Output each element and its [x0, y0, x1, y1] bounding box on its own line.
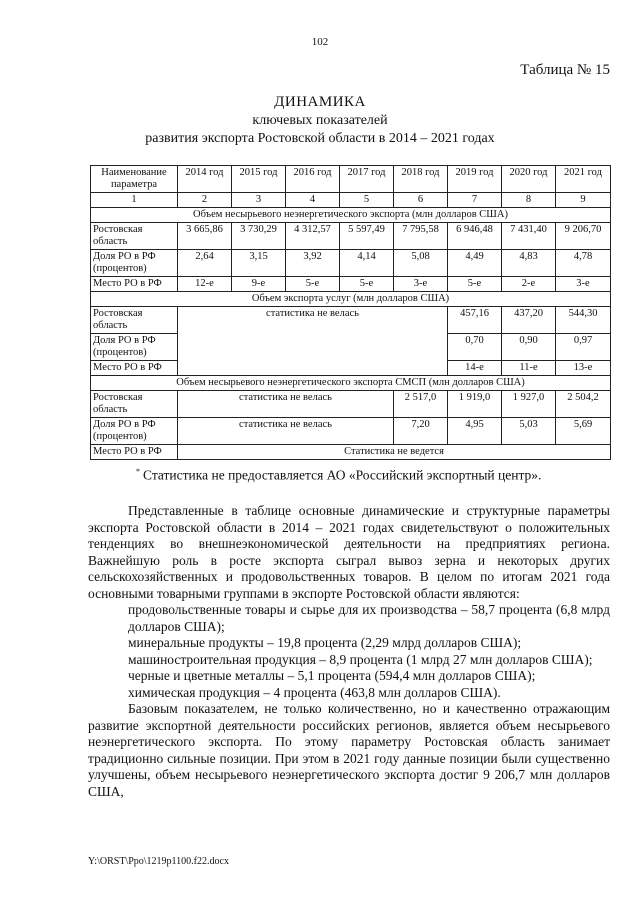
column-number: 7	[448, 193, 502, 208]
row-label: Место РО в РФ	[91, 277, 178, 292]
title-line-1: ДИНАМИКА	[274, 94, 366, 110]
row-label: Место РО в РФ	[91, 361, 178, 376]
column-number: 5	[340, 193, 394, 208]
table-cell: 3 730,29	[232, 223, 286, 250]
table-cell: 0,97	[556, 334, 611, 361]
table-cell: 2 517,0	[394, 391, 448, 418]
title-line-2: ключевых показателей	[252, 113, 388, 128]
table-cell: 2-е	[502, 277, 556, 292]
table-cell: 2 504,2	[556, 391, 611, 418]
header-year: 2018 год	[394, 166, 448, 193]
table-row	[91, 418, 611, 445]
header-year: 2016 год	[286, 166, 340, 193]
table-row	[91, 223, 611, 250]
table-cell: 6 946,48	[448, 223, 502, 250]
table-cell: 5,08	[394, 250, 448, 277]
table-cell: 12-е	[178, 277, 232, 292]
row-label: Ростовская область	[91, 223, 178, 250]
section-title-row	[91, 376, 611, 391]
table-cell: 1 927,0	[502, 391, 556, 418]
table-cell: 7 431,40	[502, 223, 556, 250]
list-item: минеральные продукты – 19,8 процента (2,29 млрд долларов США);	[128, 635, 522, 650]
column-number: 4	[286, 193, 340, 208]
page-number: 102	[311, 36, 329, 48]
section-title-row	[91, 208, 611, 223]
paragraph-1: Представленные в таблице основные динамические и структурные параметры экспорта Ростовской области в 2014 – 2021 годах свидетельствуют о положительных тенденциях во внешнеэкономической деятельности на предприятиях региона. Важнейшую роль в росте экспорта сыграл вывоз зерна и некоторых других сельскохозяйственных и продовольственных товаров. В целом по итогам 2021 года основными товарными группами в экспорте Ростовской области являются:	[88, 503, 610, 601]
row-label: Доля РО в РФ (процентов)	[91, 418, 178, 445]
header-year: 2017 год	[340, 166, 394, 193]
table-row	[91, 307, 611, 334]
section-1-title: Объем несырьевого неэнергетического экспорта (млн долларов США)	[91, 208, 611, 223]
list-item: продовольственные товары и сырье для их производства – 58,7 процента (6,8 млрд долларов США);	[128, 602, 610, 634]
table-cell: 3,92	[286, 250, 340, 277]
table-cell: 5,03	[502, 418, 556, 445]
table-cell: 437,20	[502, 307, 556, 334]
table-cell: 5-е	[448, 277, 502, 292]
table-cell: 7 795,58	[394, 223, 448, 250]
footnote-text: Статистика не предоставляется АО «Российский экспортный центр».	[143, 467, 542, 483]
table-cell: 4,49	[448, 250, 502, 277]
table-cell: 4,78	[556, 250, 611, 277]
table-cell: 4,95	[448, 418, 502, 445]
table-cell: 544,30	[556, 307, 611, 334]
table-header-row	[91, 166, 611, 193]
section-3-title: Объем несырьевого неэнергетического экспорта СМСП (млн долларов США)	[91, 376, 611, 391]
table-cell: 3 665,86	[178, 223, 232, 250]
table-cell: 5-е	[340, 277, 394, 292]
column-number: 2	[178, 193, 232, 208]
column-number: 6	[394, 193, 448, 208]
export-indicators-table	[90, 165, 611, 460]
footnote-mark: *	[136, 467, 140, 476]
table-cell: 4,14	[340, 250, 394, 277]
header-parameter: Наименование параметра	[91, 166, 178, 193]
file-path-footer: Y:\ORST\Ppo\1219p1100.f22.docx	[88, 856, 229, 867]
table-cell: 1 919,0	[448, 391, 502, 418]
column-number: 3	[232, 193, 286, 208]
no-stats-cell: статистика не велась	[178, 307, 448, 376]
table-cell: 457,16	[448, 307, 502, 334]
table-cell: 4,83	[502, 250, 556, 277]
header-year: 2020 год	[502, 166, 556, 193]
table-cell: 2,64	[178, 250, 232, 277]
table-row	[91, 250, 611, 277]
row-label: Место РО в РФ	[91, 445, 178, 460]
column-number: 1	[91, 193, 178, 208]
table-cell: 4 312,57	[286, 223, 340, 250]
paragraph-2: Базовым показателем, не только количественно, но и качественно отражающим развитие экспортной деятельности российских регионов, является объем несырьевого неэнергетического экспорта. По этому параметру Ростовская область занимает традиционно сильные позиции. При этом в 2021 году данные позиции были существенно улучшены, объем несырьевого неэнергетического экспорта достиг 9 206,7 млн долларов США,	[88, 701, 610, 799]
header-year: 2014 год	[178, 166, 232, 193]
row-label: Ростовская область	[91, 307, 178, 334]
column-number: 9	[556, 193, 611, 208]
table-number: Таблица № 15	[520, 62, 610, 78]
column-number-row	[91, 193, 611, 208]
title-line-3: развития экспорта Ростовской области в 2014 – 2021 годах	[145, 131, 495, 146]
table-cell: 13-е	[556, 361, 611, 376]
column-number: 8	[502, 193, 556, 208]
table-row	[91, 277, 611, 292]
list-item: химическая продукция – 4 процента (463,8 млн долларов США).	[128, 684, 501, 700]
table-row	[91, 391, 611, 418]
section-title-row	[91, 292, 611, 307]
table-cell: 3-е	[394, 277, 448, 292]
header-year: 2019 год	[448, 166, 502, 193]
list-item: машиностроительная продукция – 8,9 процента (1 млрд 27 млн долларов США);	[128, 651, 593, 667]
main-text	[88, 503, 610, 800]
table-cell: 11-е	[502, 361, 556, 376]
row-label: Доля РО в РФ (процентов)	[91, 334, 178, 361]
header-year: 2021 год	[556, 166, 611, 193]
table-cell: 9-е	[232, 277, 286, 292]
table-cell: 14-е	[448, 361, 502, 376]
table-cell: 5-е	[286, 277, 340, 292]
no-stats-cell: статистика не велась	[178, 418, 394, 445]
table-cell: 7,20	[394, 418, 448, 445]
header-year: 2015 год	[232, 166, 286, 193]
table-cell: 0,90	[502, 334, 556, 361]
row-label: Доля РО в РФ (процентов)	[91, 250, 178, 277]
table-cell: 5 597,49	[340, 223, 394, 250]
table-cell: 0,70	[448, 334, 502, 361]
table-footnote	[136, 467, 541, 484]
section-2-title: Объем экспорта услуг (млн долларов США)	[91, 292, 611, 307]
table-cell: 9 206,70	[556, 223, 611, 250]
no-stats-cell: Статистика не ведется	[178, 445, 611, 460]
table-cell: 3-е	[556, 277, 611, 292]
table-row	[91, 445, 611, 460]
table-cell: 5,69	[556, 418, 611, 445]
table-cell: 3,15	[232, 250, 286, 277]
list-item: черные и цветные металлы – 5,1 процента (594,4 млн долларов США);	[128, 668, 536, 683]
no-stats-cell: статистика не велась	[178, 391, 394, 418]
row-label: Ростовская область	[91, 391, 178, 418]
